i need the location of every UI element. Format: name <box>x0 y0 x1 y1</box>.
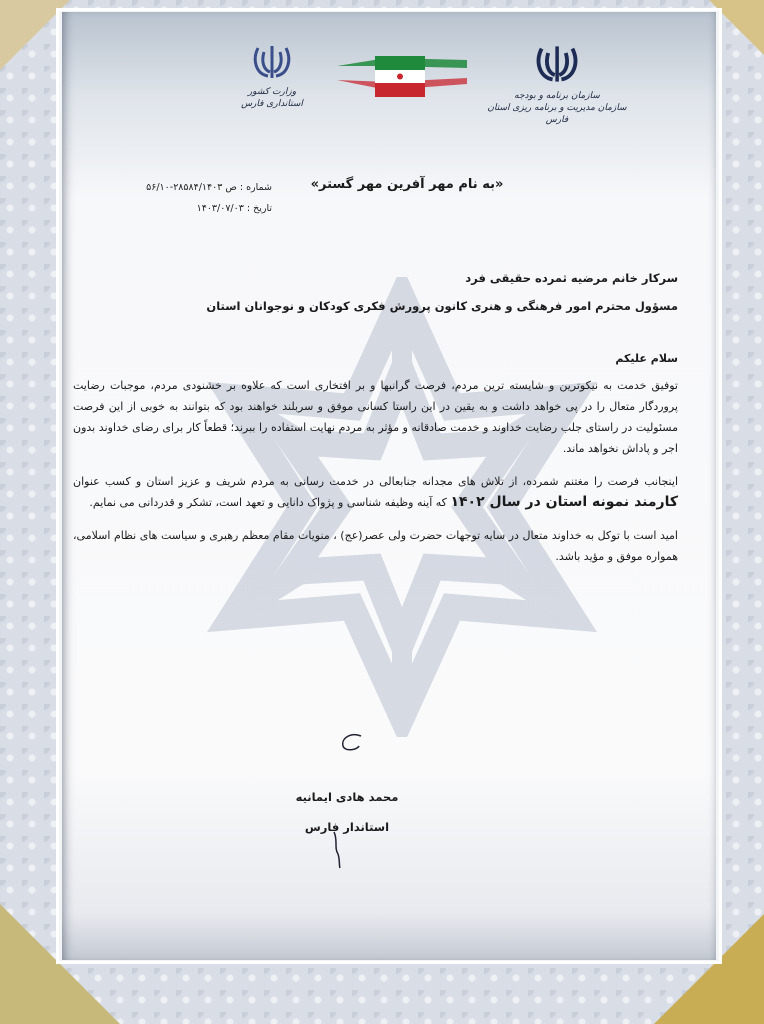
left-logo-line2: استانداری فارس <box>241 99 303 109</box>
left-logo-line1: وزارت کشور <box>247 87 297 97</box>
planning-budget-org-logo <box>487 42 627 126</box>
signature-scribble-icon <box>337 732 367 754</box>
letter-body <box>73 348 678 579</box>
paragraph-2-after: که آینه وظیفه شناسی و پژواک دانایی و تعهد است، تشکر و قدردانی می نمایم. <box>89 496 447 509</box>
paragraph-3: امید است با توکل به خداوند متعال در سایه توجهات حضرت ولی عصر(عج) ، منویات مقام معظم رهبری و سیاست های نظام اسلامی، همواره موفق و مؤید باشد. <box>73 529 678 563</box>
reference-number-value: ص ۲۸۵۸۴/۱۴۰۳-۵۶/۱۰ <box>146 182 237 193</box>
iran-emblem-icon <box>250 42 294 82</box>
paragraph-1: توفیق خدمت به نیکوترین و شایسته ترین مردم، فرصت گرانبها و بر افتخاری است که علاوه بر خشنودی مردم، موجبات رضایت پروردگار متعال را در پی خواهد داشت و به یقین در این راستا کسانی موفق و سربلند خواهند بود که بتوانند به خوبی از این فرصت مسئولیت در راستای جلب رضایت خداوند و خدمت صادقانه و مؤثر به مردم نهایت استفاده را ببرند؛ قطعاً کار برای رضای خداوند بدون اجر و پاداش نخواهد ماند. <box>73 379 678 455</box>
iran-flag-icon <box>337 52 467 102</box>
invocation-heading: «به نام مهر آفرین مهر گستر» <box>310 177 504 192</box>
greeting: سلام علیکم <box>615 352 678 365</box>
reference-date-value: ۱۴۰۳/۰۷/۰۳ <box>196 203 244 214</box>
recipient-name: سرکار خانم مرضیه ثمرده حقیقی فرد <box>465 271 678 285</box>
paragraph-2-before: اینجانب فرصت را مغتنم شمرده، از تلاش های مجدانه جنابعالی در خدمت رسانی به مردم شریف و عزیز استان و کسب عنوان <box>73 475 678 488</box>
reference-block <box>92 177 272 219</box>
reference-number <box>92 177 272 198</box>
signature-block <box>272 782 422 842</box>
paragraph-2 <box>73 471 678 513</box>
signatory-name: محمد هادی ایمانیه <box>295 790 399 804</box>
award-title: کارمند نمونه استان در سال ۱۴۰۲ <box>450 494 678 510</box>
recipient-title: مسؤول محترم امور فرهنگی و هنری کانون پرورش فکری کودکان و نوجوانان استان <box>206 299 678 313</box>
reference-date <box>92 198 272 219</box>
letterhead <box>62 42 716 152</box>
right-logo-line1: سازمان برنامه و بودجه <box>514 91 600 101</box>
reference-number-label: شماره : <box>239 182 272 193</box>
letter-page <box>62 12 716 960</box>
iran-emblem-icon <box>532 42 582 86</box>
signature-stroke-icon <box>330 830 344 870</box>
reference-date-label: تاریخ : <box>246 203 272 214</box>
right-logo-line2: سازمان مدیریت و برنامه ریزی استان فارس <box>487 103 627 125</box>
recipient-block <box>118 264 678 320</box>
signatory-title: استاندار فارس <box>304 820 390 834</box>
interior-ministry-logo <box>227 42 317 110</box>
